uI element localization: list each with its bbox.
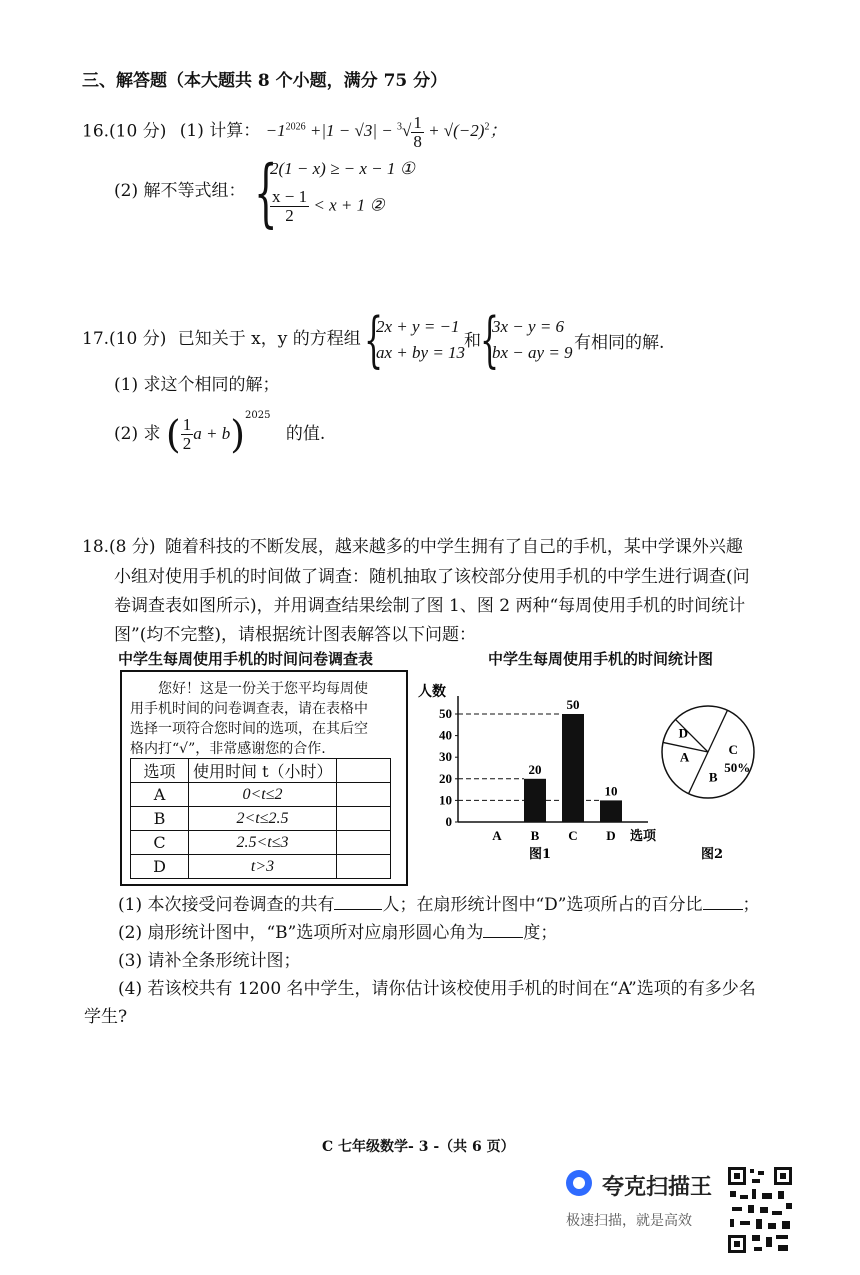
q16-root-index: 3 xyxy=(396,121,402,133)
q17-score: (10 分) xyxy=(109,329,167,349)
survey-title: 中学生每周使用手机的时间问卷调查表 xyxy=(118,650,374,668)
table-cell xyxy=(337,855,391,879)
answer-blank[interactable] xyxy=(483,937,523,938)
y-tick-label: 50 xyxy=(439,706,452,721)
q17-part1: (1) 求这个相同的解； xyxy=(114,375,280,395)
q18-sub2 xyxy=(118,922,557,944)
table-row xyxy=(131,831,391,855)
q18-sub4-cont: 学生? xyxy=(84,1007,128,1027)
q17-frac-den: 2 xyxy=(182,434,192,453)
x-axis-label: 选项 xyxy=(630,829,657,844)
q17-part2-end: 的值. xyxy=(285,424,326,444)
q18-text-2: 小组对使用手机的时间做了调查：随机抽取了该校部分使用手机的中学生进行调查(问 xyxy=(114,567,750,587)
q18-sub2-a: (2) 扇形统计图中，“B”选项所对应扇形圆心角为 xyxy=(118,923,484,943)
q18-score: (8 分) xyxy=(109,537,156,557)
q17-stem-a: 已知关于 x，y 的方程组 xyxy=(177,329,361,349)
section-title: 三、解答题（本大题共 8 个小题，满分 75 分） xyxy=(82,71,448,91)
table-cell xyxy=(337,783,391,807)
q16-score: (10 分) xyxy=(109,121,167,142)
watermark-slogan: 极速扫描，就是高效 xyxy=(566,1213,692,1229)
q18-text-1: 随着科技的不断发展，越来越多的中学生拥有了自己的手机，某中学课外兴趣 xyxy=(164,537,743,557)
q16-brace: { xyxy=(254,150,278,236)
y-tick-label: 30 xyxy=(439,749,452,765)
answer-blank[interactable] xyxy=(334,909,382,910)
pie-label-B: B xyxy=(708,769,718,785)
bar-data-label: 50 xyxy=(566,697,580,712)
bar-data-label: 20 xyxy=(528,761,542,777)
q17-sys1-line2: ax + by = 13 xyxy=(376,343,466,362)
q17-sys2-line1: 3x − y = 6 xyxy=(492,317,565,336)
q16-header xyxy=(82,114,506,151)
table-row xyxy=(131,855,391,879)
q17-part2-label: (2) 求 xyxy=(114,424,161,444)
watermark-brand: 夸克扫描王 xyxy=(602,1175,713,1200)
q17-part2: (2) 求 ( $\frac{1}{2}$ a + b)$^{2025}$ 的值. xyxy=(114,410,326,457)
q17-sys1-line1: 2x + y = −1 xyxy=(376,317,460,336)
q17-brace-1: { xyxy=(364,305,384,375)
y-tick-label: 20 xyxy=(439,770,452,786)
q16-term-a: −1 xyxy=(265,121,286,141)
q17-sys2-line2: bx − ay = 9 xyxy=(492,343,573,362)
survey-text-1: 您好！这是一份关于您平均每周使 xyxy=(158,681,368,697)
table-cell: t>3 xyxy=(189,855,337,879)
q17-number: 17. xyxy=(82,329,110,349)
q16-term-b: +|1 − √3| − xyxy=(309,121,397,141)
q17-header xyxy=(82,328,361,350)
quark-logo-icon xyxy=(566,1170,592,1196)
chart-title: 中学生每周使用手机的时间统计图 xyxy=(488,650,714,668)
q16-term-end: ； xyxy=(489,121,507,141)
table-cell: 2.5<t≤3 xyxy=(189,831,337,855)
bar-C xyxy=(562,714,584,822)
q16-root-fraction: $\frac{1}{8}$ xyxy=(413,113,422,151)
y-axis-label: 人数 xyxy=(418,684,446,700)
page-footer: C 七年级数学- 3 -（共 6 页） xyxy=(322,1139,515,1155)
q17-exp: 2025 xyxy=(245,410,271,422)
q18-text-4: 图”(均不完整)，请根据统计图表解答以下问题： xyxy=(114,625,476,645)
pie-data-label: 50% xyxy=(724,760,751,776)
table-cell xyxy=(337,831,391,855)
table-header-row xyxy=(131,759,391,783)
table-row xyxy=(131,783,391,807)
table-cell xyxy=(337,807,391,831)
q16-p1-expression: $-1^{2026} +|1 - √3| - ^3√$ $\frac{1}{8}$ + $√(-2)^2$； xyxy=(265,113,507,151)
bar-D xyxy=(600,800,622,822)
table-header-cell: 选项 xyxy=(131,759,189,783)
q16-ineq-2-den: 2 xyxy=(285,206,294,225)
q17-frac-num: 1 xyxy=(182,415,192,434)
q16-ineq-2-rest: < x + 1 ② xyxy=(313,195,385,215)
y-tick-label: 0 xyxy=(445,814,452,829)
table-row xyxy=(131,807,391,831)
q16-term-c: + √(−2) xyxy=(428,121,485,141)
x-tick-label: D xyxy=(606,828,616,843)
survey-text-3: 选择一项符合您时间的选项，在其后空 xyxy=(130,721,368,737)
answer-blank[interactable] xyxy=(703,909,743,910)
table-cell: 2<t≤2.5 xyxy=(189,807,337,831)
q17-brace-2: { xyxy=(480,305,500,375)
pie-label-D: D xyxy=(678,725,688,741)
bar-chart xyxy=(414,676,664,866)
q16-number: 16. xyxy=(82,121,110,142)
q16-p1-label: (1) 计算： xyxy=(179,121,261,142)
survey-text-2: 用手机时间的问卷调查表，请在表格中 xyxy=(130,701,368,717)
table-header-cell xyxy=(337,759,391,783)
q18-sub3: (3) 请补全条形统计图； xyxy=(118,951,301,971)
q17-expr: a + b xyxy=(193,424,231,443)
q16-term-a-exp: 2026 xyxy=(285,121,306,133)
table-cell: D xyxy=(131,855,189,879)
q16-ineq-1: 2(1 − x) ≥ − x − 1 ① xyxy=(270,159,415,178)
fig1-caption: 图1 xyxy=(528,847,552,862)
q17-and: 和 xyxy=(464,331,481,351)
q17-stem-b: 有相同的解. xyxy=(574,333,665,353)
q16-p2-label: (2) 解不等式组： xyxy=(114,181,246,201)
q16-ineq-2-num: x − 1 xyxy=(272,187,308,206)
pie-label-C: C xyxy=(728,742,738,758)
bar-B xyxy=(524,779,546,822)
fig2-caption: 图2 xyxy=(700,847,724,860)
q18-sub1-a: (1) 本次接受问卷调查的共有 xyxy=(118,895,335,915)
table-cell: B xyxy=(131,807,189,831)
q18-sub1 xyxy=(118,894,760,916)
table-cell: C xyxy=(131,831,189,855)
bar-data-label: 10 xyxy=(604,783,618,799)
table-cell: A xyxy=(131,783,189,807)
q18-number: 18. xyxy=(82,537,110,557)
qr-code-icon xyxy=(726,1165,794,1255)
q18-line-1 xyxy=(82,536,743,558)
y-tick-label: 10 xyxy=(439,792,452,808)
q18-sub2-b: 度； xyxy=(523,923,558,943)
x-tick-label: A xyxy=(492,828,502,843)
q18-sub1-c: ； xyxy=(742,895,760,915)
x-tick-label: B xyxy=(530,828,540,843)
x-tick-label: C xyxy=(568,828,578,843)
table-cell: 0<t≤2 xyxy=(189,783,337,807)
survey-text-4: 格内打“√”，非常感谢您的合作. xyxy=(130,741,326,757)
q18-text-3: 卷调查表如图所示)，并用调查结果绘制了图 1、图 2 两种“每周使用手机的时间统计 xyxy=(114,596,746,616)
pie-label-A: A xyxy=(679,749,690,765)
q16-term-c-exp: 2 xyxy=(484,121,490,133)
y-tick-label: 40 xyxy=(439,727,452,743)
q16-ineq-2 xyxy=(270,188,385,225)
q18-sub1-b: 人；在扇形统计图中“D”选项所占的百分比 xyxy=(382,895,703,915)
pie-chart xyxy=(650,690,770,860)
table-header-cell: 使用时间 t（小时） xyxy=(189,759,337,783)
survey-table xyxy=(130,758,391,879)
q18-sub4: (4) 若该校共有 1200 名中学生，请你估计该校使用手机的时间在“A”选项的有多少名 xyxy=(118,979,756,999)
